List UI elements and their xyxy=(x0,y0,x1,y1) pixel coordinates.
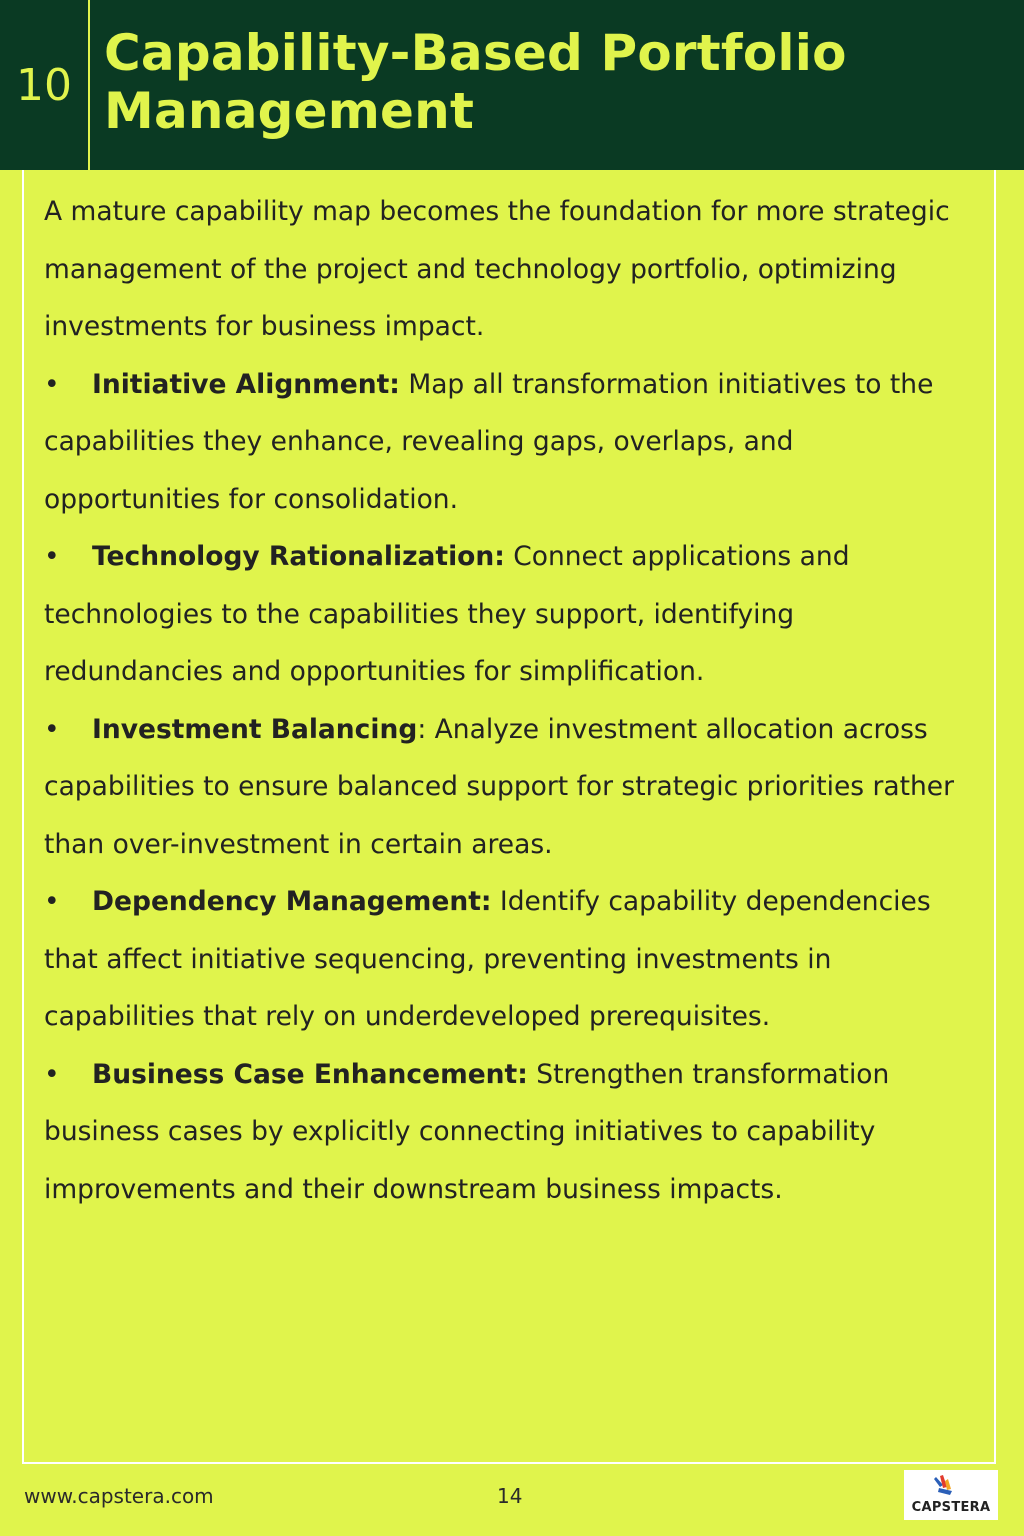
bullet-text: : Analyze investment allocation across capabilities to ensure balanced support for strategic priorities rather than over-investment in certain areas. xyxy=(44,713,954,860)
bullet-item-technology-rationalization xyxy=(44,528,974,701)
bullet-icon: • xyxy=(44,886,60,917)
page-header xyxy=(0,0,1024,170)
title-line-1: Capability-Based Portfolio xyxy=(104,24,847,82)
bullet-heading: Business Case Enhancement: xyxy=(92,1058,528,1090)
bullet-item-dependency-management xyxy=(44,873,974,1046)
bullet-text: Map all transformation initiatives to the capabilities they enhance, revealing gaps, overlaps, and opportunities for consolidation. xyxy=(44,368,934,515)
header-divider xyxy=(88,0,90,170)
bullet-icon: • xyxy=(44,713,60,745)
bullet-text: Connect applications and technologies to the capabilities they support, identifying redundancies and opportunities for simplification. xyxy=(44,541,850,687)
bullet-icon: • xyxy=(44,1058,60,1090)
bullet-heading: Dependency Management: xyxy=(92,886,492,917)
main-content xyxy=(44,183,974,1218)
bullet-text: Identify capability dependencies that affect initiative sequencing, preventing investments in capabilities that rely on underdeveloped prerequisites. xyxy=(44,886,931,1032)
bullet-item-investment-balancing xyxy=(44,701,974,874)
footer-website-link[interactable]: www.capstera.com xyxy=(24,1484,214,1508)
page-number: 14 xyxy=(497,1484,523,1508)
capstera-logo xyxy=(904,1470,998,1520)
intro-paragraph: A mature capability map becomes the foundation for more strategic management of the project and technology portfolio, optimizing investments for business impact. xyxy=(44,196,950,342)
bullet-heading: Investment Balancing xyxy=(92,713,418,745)
bullet-heading: Technology Rationalization: xyxy=(92,541,505,572)
bullet-item-initiative-alignment xyxy=(44,356,974,529)
page-title xyxy=(104,24,1004,140)
bullet-icon: • xyxy=(44,541,60,572)
bullet-heading: Initiative Alignment: xyxy=(92,368,400,400)
section-number: 10 xyxy=(16,59,72,111)
bullet-icon: • xyxy=(44,368,60,400)
bullet-text: Strengthen transformation business cases by explicitly connecting initiatives to capability improvements and their downstream business impacts. xyxy=(44,1058,890,1205)
bullet-item-business-case-enhancement xyxy=(44,1046,974,1219)
capstera-logo-icon xyxy=(932,1473,970,1499)
logo-wordmark: CAPSTERA xyxy=(911,1500,991,1515)
title-line-2: Management xyxy=(104,82,475,140)
